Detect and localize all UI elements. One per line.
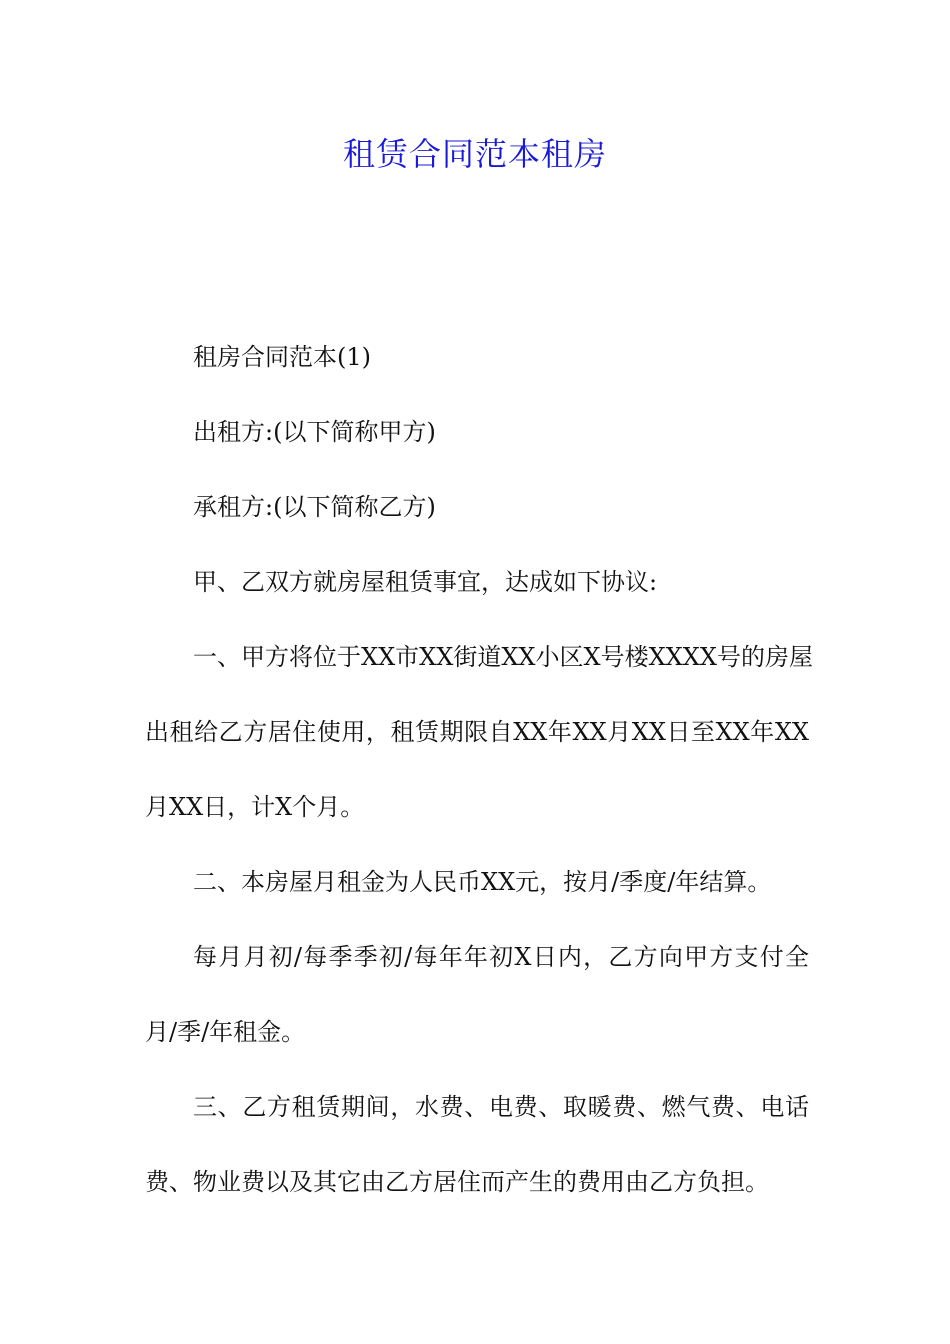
text-line: 出租给乙方居住使用，租赁期限自XX年XX月XX日至XX年XX	[145, 718, 809, 746]
paragraph	[145, 1088, 809, 1201]
text-line: 出租方:(以下简称甲方)	[193, 418, 436, 446]
text-line: 每月月初/每季季初/每年年初X日内，乙方向甲方支付全	[193, 943, 809, 971]
paragraph	[145, 488, 809, 526]
text-line: 三、乙方租赁期间，水费、电费、取暖费、燃气费、电话	[193, 1093, 809, 1121]
paragraph	[145, 938, 809, 1051]
document-title: 租赁合同范本租房	[342, 135, 607, 173]
text-line: 甲、乙双方就房屋租赁事宜，达成如下协议:	[193, 568, 658, 596]
text-line: 承租方:(以下简称乙方)	[193, 493, 436, 521]
text-line: 费、物业费以及其它由乙方居住而产生的费用由乙方负担。	[145, 1168, 769, 1196]
text-line: 二、本房屋月租金为人民币XX元，按月/季度/年结算。	[193, 868, 772, 896]
text-line: 一、甲方将位于XX市XX街道XX小区X号楼XXXX号的房屋	[193, 643, 813, 671]
paragraph	[145, 338, 809, 376]
paragraph	[145, 413, 809, 451]
text-line: 租房合同范本(1)	[193, 343, 371, 371]
text-line: 月/季/年租金。	[145, 1018, 306, 1046]
paragraph	[145, 863, 809, 901]
paragraph	[145, 563, 809, 601]
paragraph	[145, 638, 813, 826]
text-line: 月XX日，计X个月。	[145, 793, 365, 821]
